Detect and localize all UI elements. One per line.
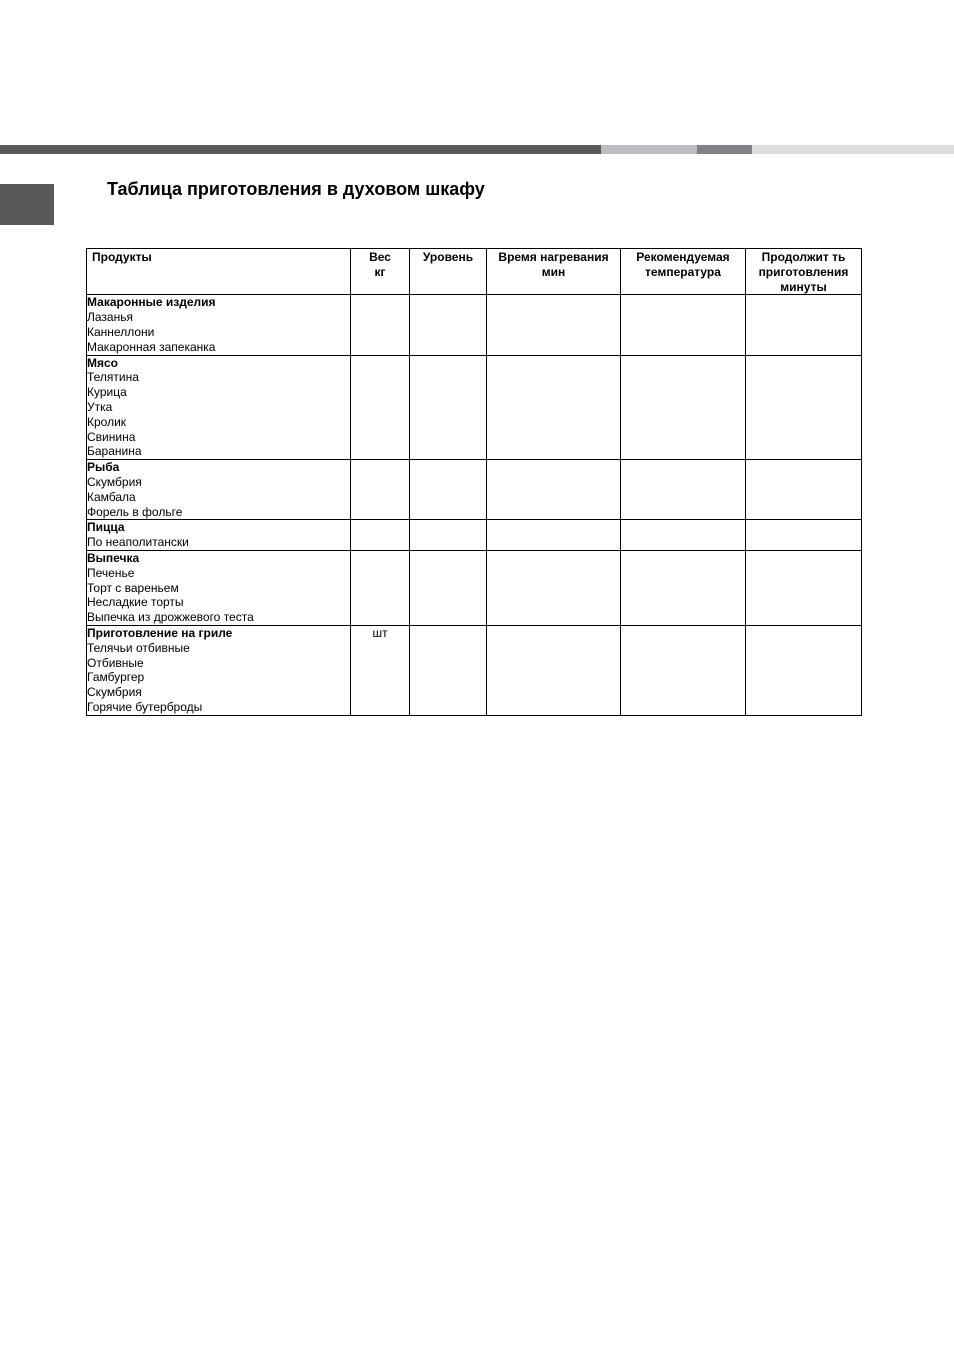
duration-cell <box>746 625 862 715</box>
product-item: Макаронная запеканка <box>87 339 216 354</box>
product-item: Торт с вареньем <box>87 580 179 595</box>
product-item: Гамбургер <box>87 670 145 685</box>
header-weight: Вес кг <box>351 249 410 295</box>
product-item: По неаполитански <box>87 535 189 550</box>
table-body <box>87 295 862 715</box>
product-item: Курица <box>87 385 127 400</box>
product-item: Скумбрия <box>87 685 142 700</box>
product-item: Печенье <box>87 565 135 580</box>
table-row <box>87 295 862 355</box>
product-item: Кролик <box>87 414 127 429</box>
temperature-cell <box>621 460 746 520</box>
category-label: Выпечка <box>87 550 140 565</box>
header-bar-mid <box>697 145 752 154</box>
weight-cell <box>351 355 410 460</box>
product-item: Баранина <box>87 444 142 459</box>
header-recommended-temperature: Рекомендуемая температура <box>621 249 746 295</box>
header-level: Уровень <box>410 249 487 295</box>
product-item: Форель в фольге <box>87 504 183 519</box>
level-cell <box>410 295 487 355</box>
header-bar-dark <box>0 145 601 154</box>
product-item: Телячьи отбивные <box>87 640 190 655</box>
level-cell <box>410 460 487 520</box>
duration-cell <box>746 520 862 551</box>
header-preheat-time: Время нагревания мин <box>487 249 621 295</box>
weight-cell <box>351 460 410 520</box>
product-item: Свинина <box>87 429 136 444</box>
header-products: Продукты <box>87 249 351 295</box>
weight-cell <box>351 550 410 625</box>
header-bar-pale <box>752 145 954 154</box>
preheat-time-cell <box>487 520 621 551</box>
level-cell <box>410 625 487 715</box>
weight-cell <box>351 520 410 551</box>
preheat-time-cell <box>487 550 621 625</box>
category-label: Рыба <box>87 460 120 475</box>
table-row <box>87 625 862 715</box>
category-label: Мясо <box>87 355 119 370</box>
product-item: Утка <box>87 399 113 414</box>
duration-cell <box>746 295 862 355</box>
temperature-cell <box>621 355 746 460</box>
product-item: Телятина <box>87 370 139 385</box>
preheat-time-cell <box>487 355 621 460</box>
cooking-table <box>86 248 862 716</box>
product-item: Горячие бутерброды <box>87 699 203 714</box>
product-cell <box>87 295 351 355</box>
temperature-cell <box>621 295 746 355</box>
product-cell <box>87 520 351 551</box>
weight-cell <box>351 295 410 355</box>
category-label: Пицца <box>87 520 125 535</box>
category-label: Приготовление на гриле <box>87 625 233 640</box>
table-header-row <box>87 249 862 295</box>
product-item: Отбивные <box>87 655 144 670</box>
product-item: Выпечка из дрожжевого теста <box>87 610 254 625</box>
product-item: Лазанья <box>87 310 133 325</box>
duration-cell <box>746 460 862 520</box>
product-item: Каннеллони <box>87 324 155 339</box>
duration-cell <box>746 550 862 625</box>
level-cell <box>410 550 487 625</box>
header-bar-light <box>601 145 697 154</box>
header-cooking-duration: Продолжит ть приготовления минуты <box>746 249 862 295</box>
category-label: Макаронные изделия <box>87 295 216 310</box>
table-row <box>87 550 862 625</box>
product-cell <box>87 625 351 715</box>
duration-cell <box>746 355 862 460</box>
page-title: Таблица приготовления в духовом шкафу <box>107 179 485 199</box>
side-tab-marker <box>0 184 54 225</box>
weight-unit-label: шт <box>372 625 388 640</box>
table-row <box>87 355 862 460</box>
temperature-cell <box>621 520 746 551</box>
product-cell <box>87 550 351 625</box>
product-item: Камбала <box>87 489 136 504</box>
preheat-time-cell <box>487 625 621 715</box>
level-cell <box>410 520 487 551</box>
table-row <box>87 520 862 551</box>
table-row <box>87 460 862 520</box>
temperature-cell <box>621 550 746 625</box>
temperature-cell <box>621 625 746 715</box>
product-cell <box>87 460 351 520</box>
product-item: Несладкие торты <box>87 595 184 610</box>
weight-cell <box>351 625 410 715</box>
product-cell <box>87 355 351 460</box>
product-item: Скумбрия <box>87 474 142 489</box>
preheat-time-cell <box>487 295 621 355</box>
level-cell <box>410 355 487 460</box>
preheat-time-cell <box>487 460 621 520</box>
